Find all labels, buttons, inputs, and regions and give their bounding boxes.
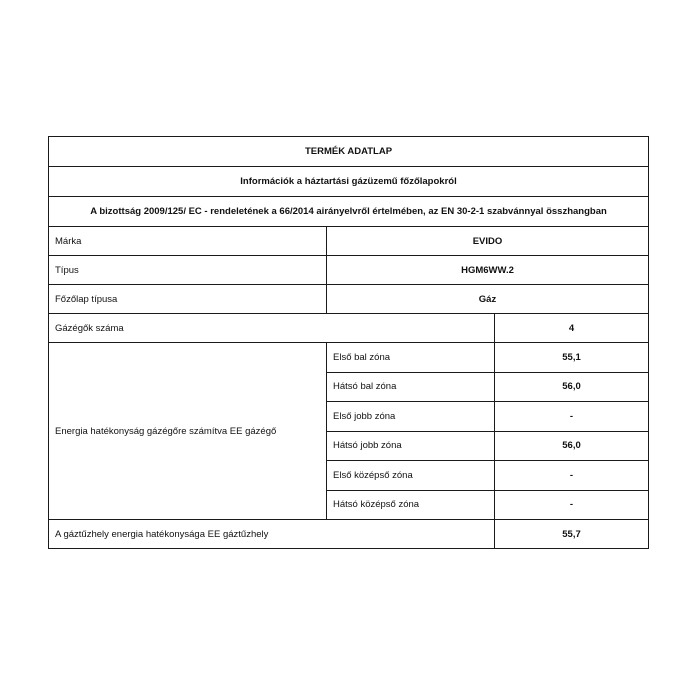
efficiency-label: Energia hatékonyság gázégőre számítva EE gázégő xyxy=(49,343,327,520)
hob-type-value: Gáz xyxy=(327,285,649,314)
total-efficiency-value: 55,7 xyxy=(495,520,649,549)
burner-count-value: 4 xyxy=(495,314,649,343)
zone-label: Hátsó középső zóna xyxy=(327,490,495,520)
zone-label: Első középső zóna xyxy=(327,461,495,491)
sheet-subtitle: Információk a háztartási gázüzemű főzőlapokról xyxy=(49,167,649,197)
type-label: Típus xyxy=(49,256,327,285)
sheet-title: TERMÉK ADATLAP xyxy=(49,137,649,167)
zone-label: Hátsó bal zóna xyxy=(327,372,495,402)
zone-value: - xyxy=(495,461,649,491)
zone-label: Hátsó jobb zóna xyxy=(327,431,495,461)
regulation-text: A bizottság 2009/125/ EC - rendeletének a 66/2014 airányelvről értelmében, az EN 30-2-1 szabvánnyal összhangban xyxy=(49,197,649,227)
brand-row xyxy=(49,227,649,256)
subtitle-row xyxy=(49,167,649,197)
zone-value: 56,0 xyxy=(495,431,649,461)
brand-label: Márka xyxy=(49,227,327,256)
total-efficiency-label: A gáztűzhely energia hatékonysága EE gáztűzhely xyxy=(49,520,495,549)
zone-value: 55,1 xyxy=(495,343,649,373)
regulation-row xyxy=(49,197,649,227)
zone-value: - xyxy=(495,490,649,520)
burner-count-row xyxy=(49,314,649,343)
hob-type-row xyxy=(49,285,649,314)
zone-value: - xyxy=(495,402,649,432)
total-efficiency-row xyxy=(49,520,649,549)
type-value: HGM6WW.2 xyxy=(327,256,649,285)
zone-row xyxy=(49,343,649,373)
burner-count-label: Gázégők száma xyxy=(49,314,495,343)
zone-value: 56,0 xyxy=(495,372,649,402)
type-row xyxy=(49,256,649,285)
zone-label: Első jobb zóna xyxy=(327,402,495,432)
zone-label: Első bal zóna xyxy=(327,343,495,373)
product-data-sheet-table xyxy=(48,136,649,549)
brand-value: EVIDO xyxy=(327,227,649,256)
hob-type-label: Főzőlap típusa xyxy=(49,285,327,314)
title-row xyxy=(49,137,649,167)
